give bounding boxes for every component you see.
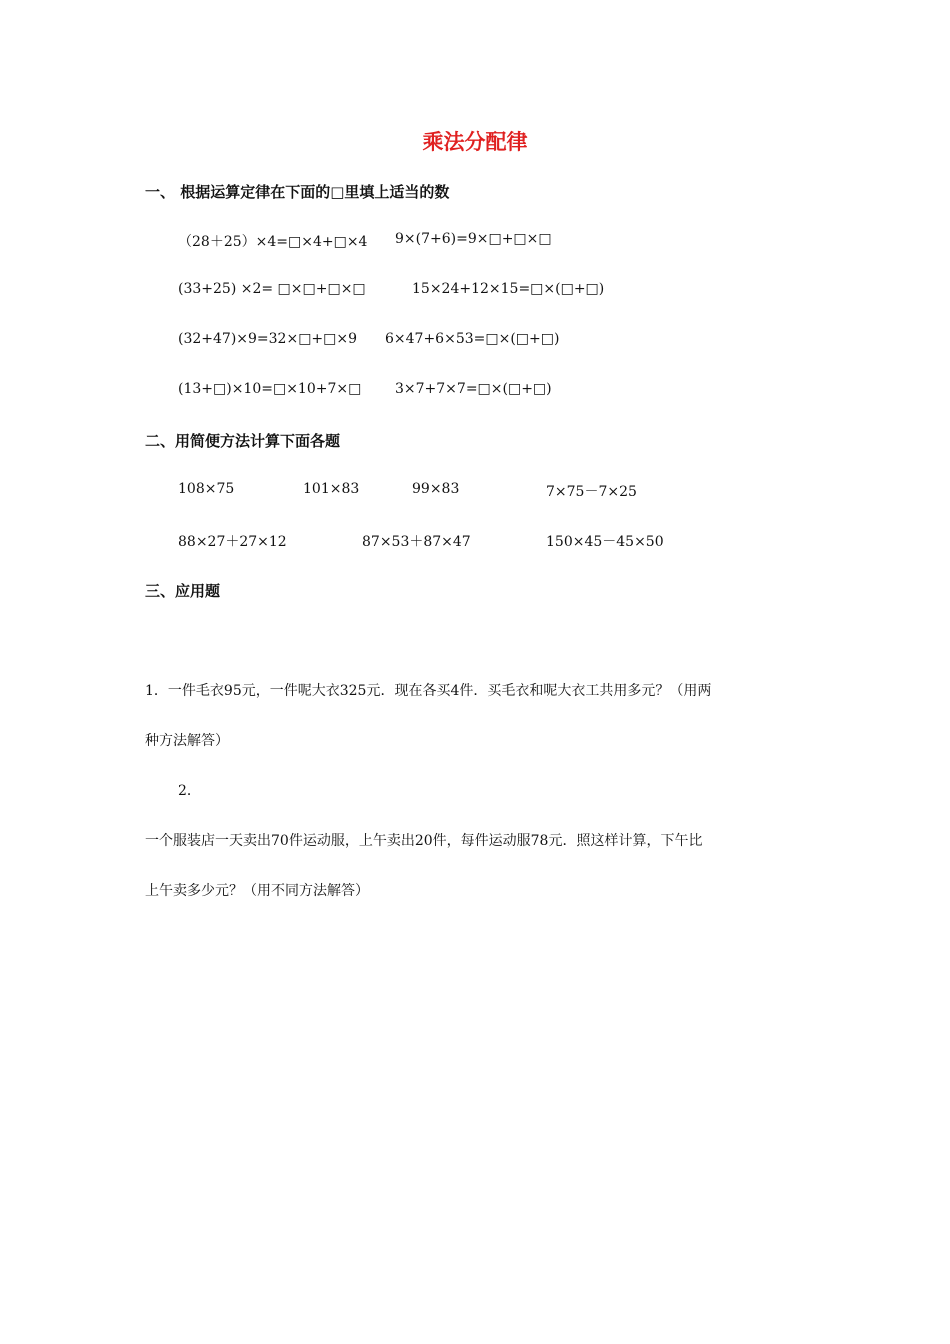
fill-blank-1a: （28＋25）×4=□×4+□×4: [178, 234, 368, 250]
page-title: 乘法分配律: [422, 130, 528, 154]
calc-item-3: 99×83: [412, 481, 460, 497]
fill-blank-2b: 15×24+12×15=□×(□+□): [412, 281, 605, 297]
calc-item-1: 108×75: [178, 481, 235, 497]
calc-item-5: 88×27＋27×12: [178, 534, 287, 550]
fill-blank-3a: (32+47)×9=32×□+□×9: [178, 331, 358, 347]
calc-item-4: 7×75－7×25: [546, 484, 637, 500]
fill-blank-4a: (13+□)×10=□×10+7×□: [178, 381, 362, 397]
section3-heading: 三、应用题: [145, 582, 221, 600]
question-2-number: 2．: [178, 783, 201, 799]
fill-blank-3b: 6×47+6×53=□×(□+□): [385, 331, 560, 347]
fill-blank-2a: (33+25) ×2= □×□+□×□: [178, 281, 366, 297]
question-2-line-1: 一个服装店一天卖出70件运动服，上午卖出20件，每件运动服78元．照这样计算，下午比: [145, 833, 703, 849]
calc-item-7: 150×45－45×50: [546, 534, 664, 550]
fill-blank-4b: 3×7+7×7=□×(□+□): [395, 381, 552, 397]
section2-heading: 二、用简便方法计算下面各题: [145, 432, 341, 450]
section1-heading: 一、 根据运算定律在下面的□里填上适当的数: [145, 183, 450, 201]
calc-item-6: 87×53＋87×47: [362, 534, 471, 550]
fill-blank-1b: 9×(7+6)=9×□+□×□: [395, 231, 552, 247]
question-2-line-2: 上午卖多少元？（用不同方法解答）: [145, 883, 369, 899]
calc-item-2: 101×83: [303, 481, 360, 497]
question-1-line-1: 1．一件毛衣95元，一件呢大衣325元．现在各买4件．买毛衣和呢大衣工共用多元？（用两: [145, 683, 712, 699]
question-1-line-2: 种方法解答）: [145, 733, 229, 749]
